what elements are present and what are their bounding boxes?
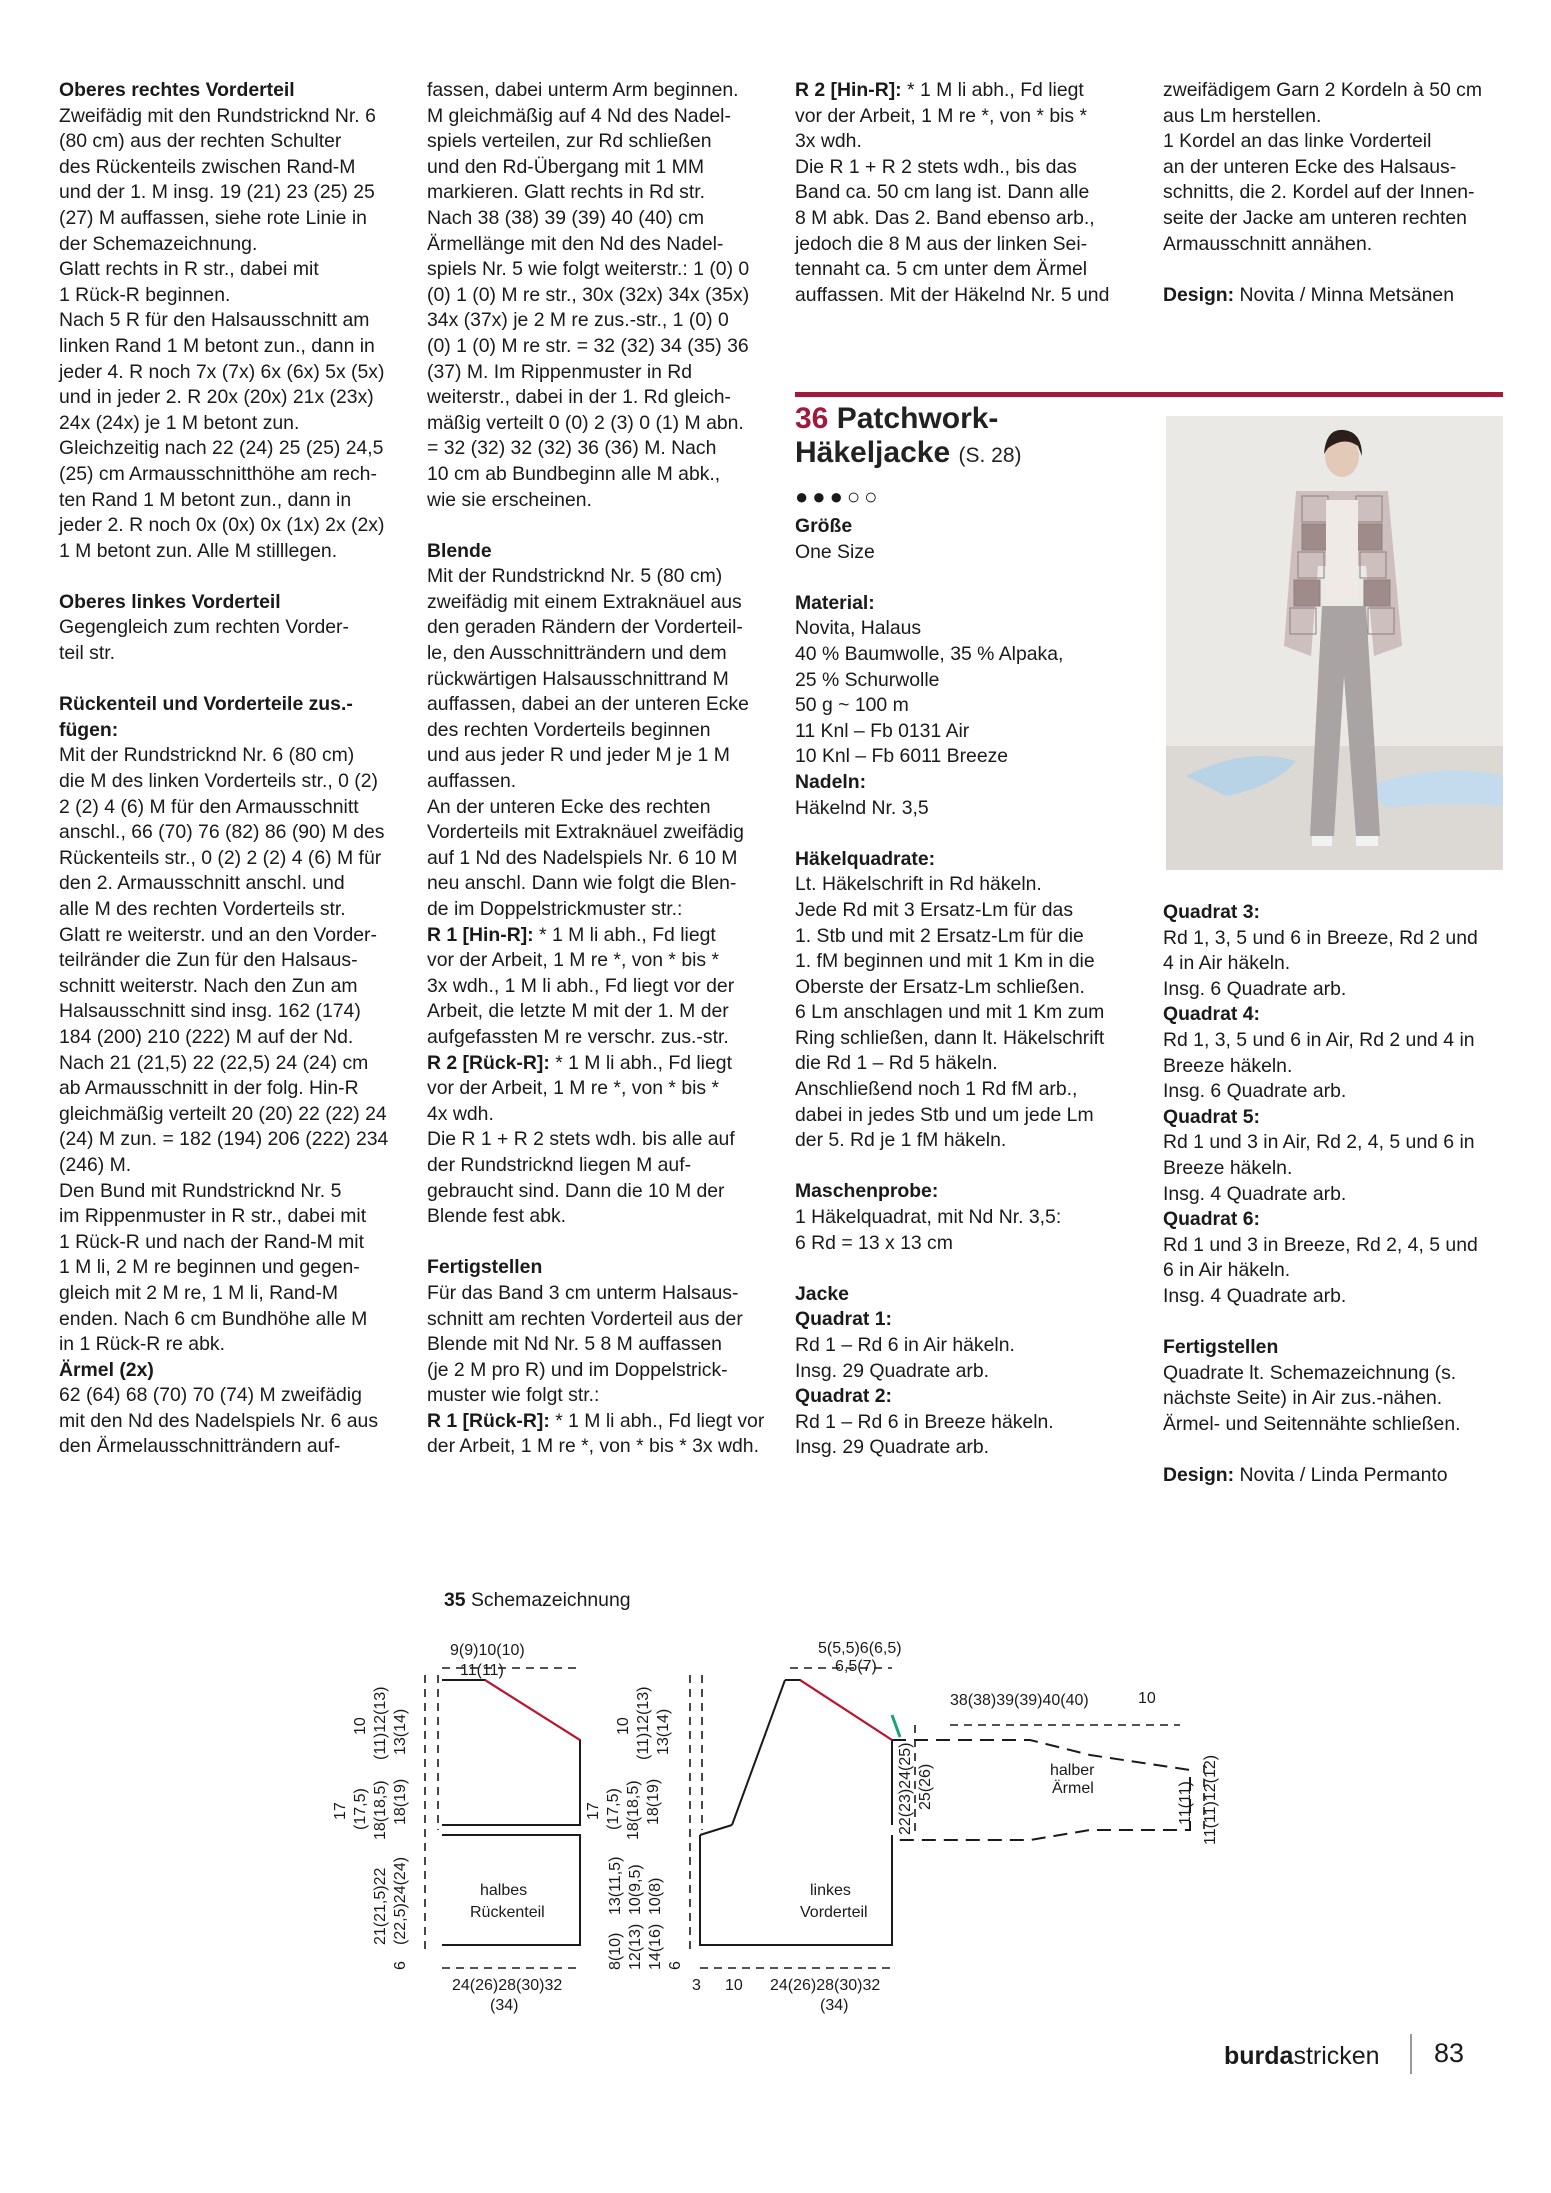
text-line: 1 M li, 2 M re beginnen und gegen- bbox=[59, 1256, 360, 1279]
text-line: Die R 1 + R 2 stets wdh., bis das bbox=[795, 155, 1077, 178]
heading-line: Oberes linkes Vorderteil bbox=[59, 590, 281, 613]
text-line: Blende mit Nd Nr. 5 8 M auffassen bbox=[427, 1333, 722, 1356]
text-line: jeder 4. R noch 7x (7x) 6x (6x) 5x (5x) bbox=[59, 360, 385, 383]
text-line: An der unteren Ecke des rechten bbox=[427, 795, 711, 818]
text-line: R 1 [Hin-R]: * 1 M li abh., Fd liegt bbox=[427, 923, 716, 946]
front-left-n: 14(16) bbox=[647, 1923, 664, 1970]
text-line: 1 M betont zun. Alle M stilllegen. bbox=[59, 539, 338, 562]
front-right-b: 25(26) bbox=[917, 1763, 934, 1810]
footer-brand-rest: stricken bbox=[1293, 2042, 1380, 2070]
text-line: markieren. Glatt rechts in Rd str. bbox=[427, 181, 706, 204]
column-4-bottom bbox=[1163, 900, 1503, 1489]
spacer bbox=[427, 1230, 767, 1256]
back-top-1: 9(9)10(10) bbox=[450, 1642, 525, 1659]
text-line: zweifädig mit einem Extraknäuel aus bbox=[427, 590, 742, 613]
heading-line: Ärmel (2x) bbox=[59, 1358, 154, 1381]
text-line: auffassen, dabei an der unteren Ecke bbox=[427, 693, 749, 716]
front-left-j: 10(9,5) bbox=[627, 1864, 644, 1915]
text-line: Rd 1 – Rd 6 in Air häkeln. bbox=[795, 1334, 1015, 1356]
text-line: aus Lm herstellen. bbox=[1163, 104, 1322, 127]
back-left-i: (22,5)24(24) bbox=[392, 1856, 409, 1945]
heading-line: Jacke bbox=[795, 1282, 849, 1305]
text-line: Den Bund mit Rundstricknd Nr. 5 bbox=[59, 1179, 342, 1202]
column-1 bbox=[59, 78, 399, 1460]
text-line: spiels Nr. 5 wie folgt weiterstr.: 1 (0) 0 bbox=[427, 258, 750, 281]
sleeve-label-1: halber bbox=[1050, 1762, 1095, 1779]
front-bottom-2: (34) bbox=[820, 1997, 849, 2014]
sleeve-top-b: 10 bbox=[1138, 1690, 1156, 1707]
column-2 bbox=[427, 78, 767, 1460]
inline-label: R 1 [Hin-R]: bbox=[427, 923, 534, 946]
heading-line: Quadrat 3: bbox=[1163, 901, 1260, 923]
text-line: Novita, Halaus bbox=[795, 617, 922, 640]
schematic-drawing bbox=[330, 1625, 1230, 2045]
text-line: = 32 (32) 32 (32) 36 (36) M. Nach bbox=[427, 437, 717, 460]
heading-line: Quadrat 6: bbox=[1163, 1208, 1260, 1231]
inline-label: Design: bbox=[1163, 283, 1235, 306]
text-line: Nach 38 (38) 39 (39) 40 (40) cm bbox=[427, 206, 704, 229]
text-line: 1. fM beginnen und mit 1 Km in die bbox=[795, 950, 1095, 973]
column-3-bottom bbox=[795, 514, 1135, 1461]
text-line: Design: Novita / Linda Permanto bbox=[1163, 1464, 1448, 1487]
heading-line: Rückenteil und Vorderteile zus.- bbox=[59, 693, 353, 716]
heading-line: Fertigstellen bbox=[1163, 1336, 1279, 1359]
text-line: Für das Band 3 cm unterm Halsaus- bbox=[427, 1281, 739, 1304]
text-line: Rückenteils str., 0 (2) 2 (2) 4 (6) M für bbox=[59, 846, 382, 869]
text-line: Glatt rechts in R str., dabei mit bbox=[59, 258, 319, 281]
text-line: 1. Stb und mit 2 Ersatz-Lm für die bbox=[795, 924, 1084, 947]
text-line: Halsausschnitt sind insg. 162 (174) bbox=[59, 1000, 361, 1023]
text-line: mit den Nd des Nadelspiels Nr. 6 aus bbox=[59, 1409, 379, 1432]
text-line: 3x wdh., 1 M li abh., Fd liegt vor der bbox=[427, 974, 735, 997]
front-left-a: 10 bbox=[615, 1717, 632, 1735]
sleeve-right-b: 11(11)12(12) bbox=[1202, 1754, 1219, 1845]
text-line: spiels verteilen, zur Rd schließen bbox=[427, 130, 712, 153]
sleeve-top: 38(38)39(39)40(40) bbox=[950, 1692, 1089, 1709]
back-shoulder-red-line bbox=[485, 1680, 580, 1740]
text-line: wie sie erscheinen. bbox=[427, 488, 592, 511]
spacer bbox=[59, 667, 399, 693]
text-line: auffassen. Mit der Häkelnd Nr. 5 und bbox=[795, 283, 1110, 306]
text-line: Insg. 29 Quadrate arb. bbox=[795, 1359, 990, 1382]
text-line: 6 Lm anschlagen und mit 1 Km zum bbox=[795, 1001, 1105, 1024]
text-line: muster wie folgt str.: bbox=[427, 1384, 600, 1407]
text-line: jedoch die 8 M aus der linken Sei- bbox=[795, 232, 1088, 255]
column-4-top bbox=[1163, 78, 1503, 308]
front-left-m: 12(13) bbox=[627, 1923, 644, 1970]
text-line: des Rückenteils zwischen Rand-M bbox=[59, 155, 356, 178]
front-left-d: 17 bbox=[585, 1802, 602, 1820]
front-left-g: 18(19) bbox=[645, 1778, 662, 1825]
text-line: in 1 Rück-R re abk. bbox=[59, 1333, 225, 1356]
text-line: Breeze häkeln. bbox=[1163, 1156, 1293, 1179]
text-line: die M des linken Vorderteils str., 0 (2) bbox=[59, 770, 379, 793]
text-line: teilränder die Zun für den Halsaus- bbox=[59, 949, 358, 972]
front-left-f: 18(18,5) bbox=[625, 1780, 642, 1840]
text-line: Rd 1 und 3 in Air, Rd 2, 4, 5 und 6 in bbox=[1163, 1131, 1475, 1154]
text-line: 4 in Air häkeln. bbox=[1163, 952, 1291, 975]
text-line: 4x wdh. bbox=[427, 1102, 494, 1125]
text-line: Oberste der Ersatz-Lm schließen. bbox=[795, 975, 1085, 998]
section-title bbox=[795, 402, 1135, 473]
text-line: (0) 1 (0) M re str. = 32 (32) 34 (35) 36 bbox=[427, 334, 749, 357]
text-line: Arbeit, die letzte M mit der 1. M der bbox=[427, 1000, 729, 1023]
text-line: 34x (37x) je 2 M re zus.-str., 1 (0) 0 bbox=[427, 309, 729, 332]
front-label-1: linkes bbox=[810, 1882, 851, 1899]
text-line: Design: Novita / Minna Metsänen bbox=[1163, 283, 1454, 306]
heading-line: Größe bbox=[795, 515, 853, 537]
text-line: Ärmel- und Seitennähte schließen. bbox=[1163, 1412, 1461, 1435]
text-line: Armausschnitt annähen. bbox=[1163, 232, 1373, 255]
text-line: (27) M auffassen, siehe rote Linie in bbox=[59, 206, 367, 229]
back-bottom-2: (34) bbox=[490, 1997, 519, 2014]
back-left-f: 18(18,5) bbox=[372, 1780, 389, 1840]
model-photo bbox=[1166, 416, 1503, 870]
text-line: M gleichmäßig auf 4 Nd des Nadel- bbox=[427, 104, 731, 127]
text-line: vor der Arbeit, 1 M re *, von * bis * bbox=[427, 949, 720, 972]
text-line: linken Rand 1 M betont zun., dann in bbox=[59, 334, 375, 357]
heading-line: Quadrat 2: bbox=[795, 1385, 892, 1408]
text-line: R 1 [Rück-R]: * 1 M li abh., Fd liegt vor bbox=[427, 1409, 765, 1432]
text-line: (80 cm) aus der rechten Schulter bbox=[59, 130, 342, 153]
text-line: den geraden Rändern der Vorderteil- bbox=[427, 616, 743, 639]
text-line: vor der Arbeit, 1 M re *, von * bis * bbox=[795, 104, 1088, 127]
text-line: gleich mit 2 M re, 1 M li, Rand-M bbox=[59, 1281, 339, 1304]
spacer bbox=[1163, 1437, 1503, 1463]
text-line: der Arbeit, 1 M re *, von * bis * 3x wdh. bbox=[427, 1435, 759, 1458]
text-line: gleichmäßig verteilt 20 (20) 22 (22) 24 bbox=[59, 1102, 387, 1125]
text-line: (246) M. bbox=[59, 1153, 132, 1176]
heading-line: Oberes rechtes Vorderteil bbox=[59, 79, 295, 101]
text-line: Rd 1 und 3 in Breeze, Rd 2, 4, 5 und bbox=[1163, 1233, 1478, 1256]
heading-line: Quadrat 5: bbox=[1163, 1105, 1260, 1128]
page-number: 83 bbox=[1434, 2038, 1465, 2068]
text-line: neu anschl. Dann wie folgt die Blen- bbox=[427, 872, 737, 895]
difficulty-dots: ●●●○○ bbox=[795, 484, 882, 509]
text-line: den Ärmelausschnitträndern auf- bbox=[59, 1435, 341, 1458]
schema-title-text: Schemazeichnung bbox=[470, 1589, 631, 1611]
back-left-h: 21(21,5)22 bbox=[372, 1867, 389, 1945]
text-line: R 2 [Hin-R]: * 1 M li abh., Fd liegt bbox=[795, 79, 1084, 101]
section-title-line1: Patchwork- bbox=[836, 402, 999, 435]
text-line: den 2. Armausschnitt anschl. und bbox=[59, 872, 345, 895]
schema-number: 35 bbox=[444, 1589, 466, 1611]
text-line: gebraucht sind. Dann die 10 M der bbox=[427, 1179, 725, 1202]
text-line: (37) M. Im Rippenmuster in Rd bbox=[427, 360, 693, 383]
text-line: Breeze häkeln. bbox=[1163, 1054, 1293, 1077]
text-line: Lt. Häkelschrift in Rd häkeln. bbox=[795, 873, 1042, 896]
text-line: schnitt am rechten Vorderteil aus der bbox=[427, 1307, 743, 1330]
text-line: tennaht ca. 5 cm unter dem Ärmel bbox=[795, 258, 1088, 281]
back-left-d: 17 bbox=[332, 1802, 349, 1820]
text-line: Vorderteils mit Extraknäuel zweifädig bbox=[427, 821, 744, 844]
schema-title bbox=[444, 1589, 631, 1612]
text-line: die Rd 1 – Rd 5 häkeln. bbox=[795, 1052, 998, 1075]
back-left-a: 10 bbox=[352, 1717, 369, 1735]
text-line: an der unteren Ecke des Halsaus- bbox=[1163, 155, 1457, 178]
spacer bbox=[795, 1154, 1135, 1180]
inline-label: R 1 [Rück-R]: bbox=[427, 1409, 550, 1432]
text-line: 6 Rd = 13 x 13 cm bbox=[795, 1231, 953, 1254]
spacer bbox=[795, 1256, 1135, 1282]
back-left-c: 13(14) bbox=[392, 1708, 409, 1755]
back-label-1: halbes bbox=[480, 1882, 528, 1899]
back-left-g: 18(19) bbox=[392, 1778, 409, 1825]
text-line: teil str. bbox=[59, 642, 116, 665]
text-line: Insg. 29 Quadrate arb. bbox=[795, 1436, 990, 1459]
text-line: und der 1. M insg. 19 (21) 23 (25) 25 bbox=[59, 181, 375, 204]
front-left-l: 8(10) bbox=[607, 1932, 624, 1970]
front-right-a: 22(23)24(25) bbox=[897, 1742, 914, 1835]
text-line: Insg. 6 Quadrate arb. bbox=[1163, 1080, 1347, 1103]
text-line: Häkelnd Nr. 3,5 bbox=[795, 796, 929, 819]
front-shoulder-red-line bbox=[800, 1680, 892, 1740]
front-top-1: 5(5,5)6(6,5) bbox=[818, 1640, 902, 1657]
text-line: 1 Rück-R beginnen. bbox=[59, 283, 231, 306]
text-line: jeder 2. R noch 0x (0x) 0x (1x) 2x (2x) bbox=[59, 514, 385, 537]
text-line: Quadrate lt. Schemazeichnung (s. bbox=[1163, 1361, 1457, 1384]
text-line: (24) M zun. = 182 (194) 206 (222) 234 bbox=[59, 1128, 389, 1151]
back-label-2: Rückenteil bbox=[470, 1904, 545, 1921]
text-line: Insg. 4 Quadrate arb. bbox=[1163, 1182, 1347, 1205]
text-line: 2 (2) 4 (6) M für den Armausschnitt bbox=[59, 795, 359, 818]
text-line: 8 M abk. Das 2. Band ebenso arb., bbox=[795, 206, 1095, 229]
text-line: seite der Jacke am unteren rechten bbox=[1163, 206, 1467, 229]
spacer bbox=[1163, 257, 1503, 283]
text-line: auf 1 Nd des Nadelspiels Nr. 6 10 M bbox=[427, 846, 738, 869]
text-line: weiterstr., dabei in der 1. Rd gleich- bbox=[427, 386, 731, 409]
text-line: dabei in jedes Stb und um jede Lm bbox=[795, 1103, 1094, 1126]
spacer bbox=[795, 565, 1135, 591]
text-line: 40 % Baumwolle, 35 % Alpaka, bbox=[795, 642, 1064, 665]
heading-line: fügen: bbox=[59, 718, 119, 741]
text-line: 184 (200) 210 (222) M auf der Nd. bbox=[59, 1025, 354, 1048]
text-line: Band ca. 50 cm lang ist. Dann alle bbox=[795, 181, 1090, 204]
text-line: Nach 21 (21,5) 22 (22,5) 24 (24) cm bbox=[59, 1051, 369, 1074]
text-line: Insg. 6 Quadrate arb. bbox=[1163, 977, 1347, 1000]
text-line: und den Rd-Übergang mit 1 MM bbox=[427, 155, 704, 178]
front-left-i: 13(11,5) bbox=[607, 1856, 624, 1915]
front-top-2: 6,5(7) bbox=[835, 1658, 877, 1675]
text-line: des rechten Vorderteils beginnen bbox=[427, 718, 711, 741]
text-line: (je 2 M pro R) und im Doppelstrick- bbox=[427, 1358, 728, 1381]
text-line: Gegengleich zum rechten Vorder- bbox=[59, 616, 349, 639]
section-page-ref: (S. 28) bbox=[958, 444, 1022, 467]
heading-line: Häkelquadrate: bbox=[795, 847, 936, 870]
sleeve-right-a: 11(11) bbox=[1177, 1781, 1194, 1825]
text-line: zweifädigem Garn 2 Kordeln à 50 cm bbox=[1163, 79, 1483, 101]
text-line: der Rundstricknd liegen M auf- bbox=[427, 1153, 692, 1176]
front-left-o: 6 bbox=[667, 1961, 684, 1970]
front-left-e: (17,5) bbox=[605, 1788, 622, 1830]
text-line: R 2 [Rück-R]: * 1 M li abh., Fd liegt bbox=[427, 1051, 732, 1074]
text-line: 3x wdh. bbox=[795, 130, 862, 153]
column-3-top bbox=[795, 78, 1135, 308]
text-line: Gleichzeitig nach 22 (24) 25 (25) 24,5 bbox=[59, 437, 384, 460]
text-line: schnitt weiterstr. Nach den Zun am bbox=[59, 974, 358, 997]
text-line: Zweifädig mit den Rundstricknd Nr. 6 bbox=[59, 104, 376, 127]
text-line: 24x (24x) je 1 M betont zun. bbox=[59, 411, 300, 434]
heading-line: Quadrat 1: bbox=[795, 1308, 892, 1331]
section-rule bbox=[795, 392, 1503, 397]
heading-line: Material: bbox=[795, 591, 875, 614]
text-line: Rd 1, 3, 5 und 6 in Air, Rd 2 und 4 in bbox=[1163, 1028, 1475, 1051]
front-bottom-1: 24(26)28(30)32 bbox=[770, 1977, 881, 1994]
text-line: der 5. Rd je 1 fM häkeln. bbox=[795, 1129, 1007, 1152]
inline-label: R 2 [Rück-R]: bbox=[427, 1051, 550, 1074]
text-line: Die R 1 + R 2 stets wdh. bis alle auf bbox=[427, 1128, 735, 1151]
text-line: alle M des rechten Vorderteils str. bbox=[59, 898, 346, 920]
footer-brand bbox=[1224, 2042, 1380, 2071]
text-line: Mit der Rundstricknd Nr. 6 (80 cm) bbox=[59, 744, 355, 767]
front-green-mark bbox=[892, 1715, 900, 1737]
spacer bbox=[1163, 1310, 1503, 1336]
text-line: de im Doppelstrickmuster str.: bbox=[427, 898, 683, 920]
text-line: im Rippenmuster in R str., dabei mit bbox=[59, 1205, 367, 1228]
text-line: Rd 1, 3, 5 und 6 in Breeze, Rd 2 und bbox=[1163, 926, 1478, 949]
text-line: fassen, dabei unterm Arm beginnen. bbox=[427, 79, 739, 101]
text-line: der Schemazeichnung. bbox=[59, 232, 258, 255]
text-line: nächste Seite) in Air zus.-nähen. bbox=[1163, 1387, 1443, 1410]
text-line: 1 Kordel an das linke Vorderteil bbox=[1163, 130, 1432, 153]
text-line: 6 in Air häkeln. bbox=[1163, 1259, 1291, 1282]
text-line: Ärmellänge mit den Nd des Nadel- bbox=[427, 232, 724, 255]
text-line: ten Rand 1 M betont zun., dann in bbox=[59, 488, 352, 511]
text-line: 1 Häkelquadrat, mit Nd Nr. 3,5: bbox=[795, 1206, 1062, 1229]
text-line: Anschließend noch 1 Rd fM arb., bbox=[795, 1078, 1078, 1101]
text-line: ab Armausschnitt in der folg. Hin-R bbox=[59, 1077, 359, 1100]
text-line: 25 % Schurwolle bbox=[795, 668, 940, 691]
spacer bbox=[427, 513, 767, 539]
back-left-j: 6 bbox=[392, 1961, 409, 1970]
text-line: vor der Arbeit, 1 M re *, von * bis * bbox=[427, 1077, 720, 1100]
sleeve-label-2: Ärmel bbox=[1052, 1780, 1094, 1797]
text-line: aufgefassten M re verschr. zus.-str. bbox=[427, 1025, 729, 1048]
back-left-b: (11)12(13) bbox=[372, 1686, 389, 1760]
text-line: Rd 1 – Rd 6 in Breeze häkeln. bbox=[795, 1410, 1054, 1433]
text-line: 10 cm ab Bundbeginn alle M abk., bbox=[427, 462, 721, 485]
text-line: Insg. 4 Quadrate arb. bbox=[1163, 1284, 1347, 1307]
text-line: (0) 1 (0) M re str., 30x (32x) 34x (35x) bbox=[427, 283, 750, 306]
front-label-2: Vorderteil bbox=[800, 1904, 868, 1921]
text-line: mäßig verteilt 0 (0) 2 (3) 0 (1) M abn. bbox=[427, 411, 744, 434]
back-bottom-1: 24(26)28(30)32 bbox=[452, 1977, 563, 1994]
heading-line: Quadrat 4: bbox=[1163, 1003, 1260, 1026]
front-bottom-a: 3 bbox=[692, 1977, 701, 1994]
text-line: 11 Knl – Fb 0131 Air bbox=[795, 719, 970, 742]
heading-line: Maschenprobe: bbox=[795, 1180, 939, 1203]
text-line: enden. Nach 6 cm Bundhöhe alle M bbox=[59, 1307, 368, 1330]
text-line: One Size bbox=[795, 540, 875, 563]
text-line: (25) cm Armausschnitthöhe am rech- bbox=[59, 462, 377, 485]
text-line: 10 Knl – Fb 6011 Breeze bbox=[795, 745, 1009, 768]
text-line: Blende fest abk. bbox=[427, 1205, 567, 1228]
inline-label: Design: bbox=[1163, 1464, 1235, 1487]
front-left-c: 13(14) bbox=[655, 1708, 672, 1755]
text-line: rückwärtigen Halsausschnittrand M bbox=[427, 667, 729, 690]
front-left-k: 10(8) bbox=[647, 1877, 664, 1915]
text-line: 1 Rück-R und nach der Rand-M mit bbox=[59, 1230, 364, 1253]
back-top-2: 11(11) bbox=[460, 1662, 504, 1679]
section-number: 36 bbox=[795, 402, 829, 435]
spacer bbox=[795, 821, 1135, 847]
text-line: 62 (64) 68 (70) 70 (74) M zweifädig bbox=[59, 1384, 362, 1407]
text-line: und aus jeder R und jeder M je 1 M bbox=[427, 744, 730, 767]
text-line: schnitts, die 2. Kordel auf der Innen- bbox=[1163, 181, 1475, 204]
heading-line: Blende bbox=[427, 539, 492, 562]
footer-separator bbox=[1410, 2034, 1412, 2074]
model-photo-illustration bbox=[1166, 416, 1503, 870]
text-line: und in jeder 2. R 20x (20x) 21x (23x) bbox=[59, 386, 374, 409]
front-bottom-b: 10 bbox=[725, 1977, 743, 1994]
spacer bbox=[59, 564, 399, 590]
text-line: auffassen. bbox=[427, 770, 517, 793]
back-left-e: (17,5) bbox=[352, 1788, 369, 1830]
text-line: anschl., 66 (70) 76 (82) 86 (90) M des bbox=[59, 821, 385, 844]
heading-line: Nadeln: bbox=[795, 770, 867, 793]
text-line: Mit der Rundstricknd Nr. 5 (80 cm) bbox=[427, 565, 723, 588]
text-line: Ring schließen, dann lt. Häkelschrift bbox=[795, 1026, 1105, 1049]
text-line: le, den Ausschnitträndern und dem bbox=[427, 642, 727, 665]
text-line: 50 g ~ 100 m bbox=[795, 694, 909, 717]
section-title-line2: Häkeljacke bbox=[795, 436, 951, 469]
text-line: Nach 5 R für den Halsausschnitt am bbox=[59, 309, 370, 332]
text-line: Jede Rd mit 3 Ersatz-Lm für das bbox=[795, 898, 1074, 921]
front-left-b: (11)12(13) bbox=[635, 1686, 652, 1760]
inline-label: R 2 [Hin-R]: bbox=[795, 79, 902, 101]
footer-brand-bold: burda bbox=[1224, 2042, 1294, 2070]
heading-line: Fertigstellen bbox=[427, 1256, 543, 1279]
text-line: Glatt re weiterstr. und an den Vorder- bbox=[59, 923, 377, 946]
